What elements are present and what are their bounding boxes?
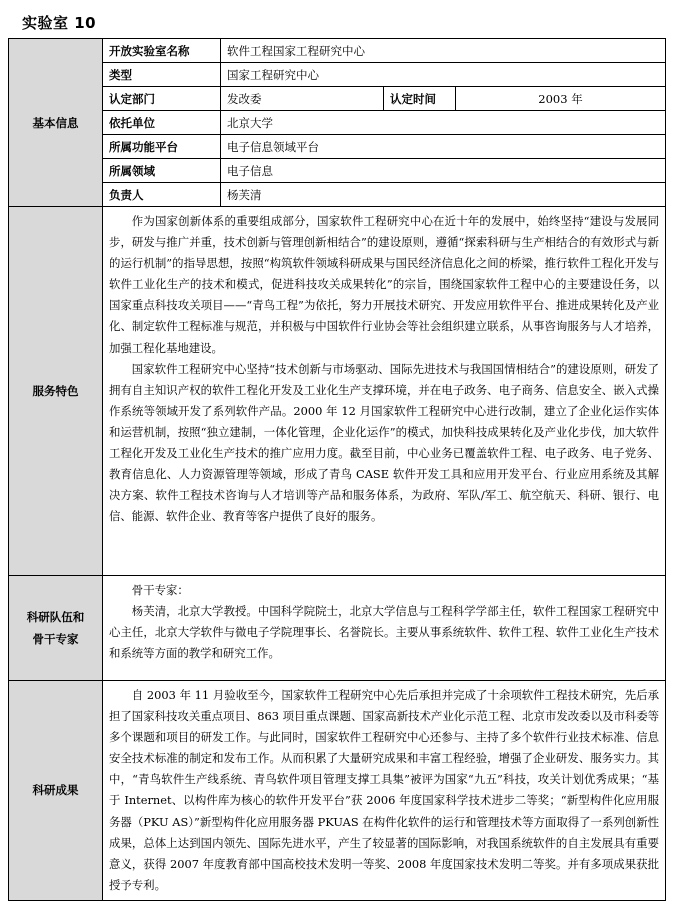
- value-type: 国家工程研究中心: [221, 63, 666, 87]
- row-dept: [9, 87, 666, 111]
- label-time: 认定时间: [384, 87, 456, 111]
- label-dept: 认定部门: [103, 87, 221, 111]
- row-lab-name: [9, 39, 666, 63]
- value-unit: 北京大学: [221, 111, 666, 135]
- section-service: 服务特色: [9, 207, 103, 576]
- row-platform: [9, 135, 666, 159]
- row-service: [9, 207, 666, 576]
- results-content: [103, 681, 666, 901]
- label-field: 所属领域: [103, 159, 221, 183]
- value-field: 电子信息: [221, 159, 666, 183]
- row-results: [9, 681, 666, 901]
- results-paragraph-1: 自 2003 年 11 月验收至今，国家软件工程研究中心先后承担并完成了十余项软件工程技术研究，先后承担了国家科技攻关重点项目、863 项目重点课题、国家高新技术产业化示范工程、北京市发改委以及市科委等多个课题和项目的研发工作。与此同时，国家软件工程研究中心还参与、主持了多个软件行业技术标准、信息安全技术标准的制定和发布工作。从而积累了大量研究成果和丰富工程经验，增强了企业研发、服务实力。其中，“青鸟软件生产线系统、青鸟软件项目管理支撑工具集”被评为国家“九五”科技，攻关计划优秀成果；“基于 Internet、以构件库为核心的软件开发平台”获 2006 年度国家科学技术进步二等奖；“新型构件化应用服务器（PKU AS）”新型构件化应用服务器 PKUAS 在构件化软件的运行和管理技术等方面取得了一系列创新性成果，总体上达到国内领先、国际先进水平，产生了较显著的国际影响，对我国系统软件的自主发展具有重要意义，获得 2007 年度教育部中国高校技术发明一等奖、2008 年度国家技术发明二等奖。并有多项成果获批授予专利。: [109, 688, 660, 892]
- team-paragraph-1: 骨干专家：: [131, 583, 189, 597]
- row-type: [9, 63, 666, 87]
- service-paragraph-2: 国家软件工程研究中心坚持“技术创新与市场驱动、国际先进技术与我国国情相结合”的建设原则，研发了拥有自主知识产权的软件工程化开发及工业化生产支撑环境，并在电子政务、电子商务、信息安全、嵌入式操作系统等领域开发了系列软件产品。2000 年 12 月国家软件工程研究中心进行改制，建立了企业化运作实体和运营机制，按照“独立建制，一体化管理，企业化运作”的模式，加快科技成果转化及产业化步伐，加大软件工程化开发及工业化生产技术的推广应用力度。截至目前，中心业务已覆盖软件工程、电子政务、电子党务、教育信息化、人力资源管理等领域，形成了青鸟 CASE 软件开发工具和应用开发平台、行业应用系统及其解决方案、软件工程技术咨询与人才培训等产品和服务体系，为政府、军队/军工、航空航天、科研、银行、电信、能源、软件企业、教育等客户提供了良好的服务。: [109, 361, 660, 524]
- service-paragraph-1: 作为国家创新体系的重要组成部分，国家软件工程研究中心在近十年的发展中，始终坚持“建设与发展同步，研发与推广并重，技术创新与管理创新相结合”的建设原则，遵循“探索科研与生产相结合的有效形式与新的运行机制”的指导思想，按照“构筑软件领域科研成果与国民经济信息化之间的桥梁，推行软件工程化开发与软件工业化生产的技术和模式，促进科技攻关成果转化”的宗旨，围绕国家软件工程中心的主要建设任务，以国家重点科技攻关项目——“青鸟工程”为依托，努力开展技术研究、开发应用软件平台、推进成果转化及产业化、制定软件工程标准与规范，并积极与中国软件行业协会等社会组织建立联系，从事咨询服务与人才培养，加强工程化基地建设。: [109, 214, 660, 355]
- label-platform: 所属功能平台: [103, 135, 221, 159]
- page-title: 实验室 10: [22, 14, 97, 32]
- section-team-line2: 骨干专家: [32, 632, 79, 646]
- label-leader: 负责人: [103, 183, 221, 207]
- team-content: [103, 576, 666, 681]
- value-platform: 电子信息领域平台: [221, 135, 666, 159]
- team-paragraph-2: 杨芙清，北京大学教授。中国科学院院士，北京大学信息与工程科学学部主任，软件工程国家工程研究中心主任，北京大学软件与微电子学院理事长、名誉院长。主要从事系统软件、软件工程、软件工业化生产技术和系统等方面的教学和研究工作。: [109, 604, 660, 661]
- value-lab-name: 软件工程国家工程研究中心: [221, 39, 666, 63]
- label-lab-name: 开放实验室名称: [103, 39, 221, 63]
- section-basic-info: 基本信息: [9, 39, 103, 207]
- section-team: [9, 576, 103, 681]
- row-field: [9, 159, 666, 183]
- row-team: [9, 576, 666, 681]
- section-team-line1: 科研队伍和: [26, 610, 85, 624]
- service-content: [103, 207, 666, 576]
- section-results: 科研成果: [9, 681, 103, 901]
- label-unit: 依托单位: [103, 111, 221, 135]
- row-unit: [9, 111, 666, 135]
- lab-info-table: [8, 38, 666, 901]
- value-dept: 发改委: [221, 87, 384, 111]
- label-type: 类型: [103, 63, 221, 87]
- row-leader: [9, 183, 666, 207]
- value-leader: 杨芙清: [221, 183, 666, 207]
- value-time: 2003 年: [456, 87, 666, 111]
